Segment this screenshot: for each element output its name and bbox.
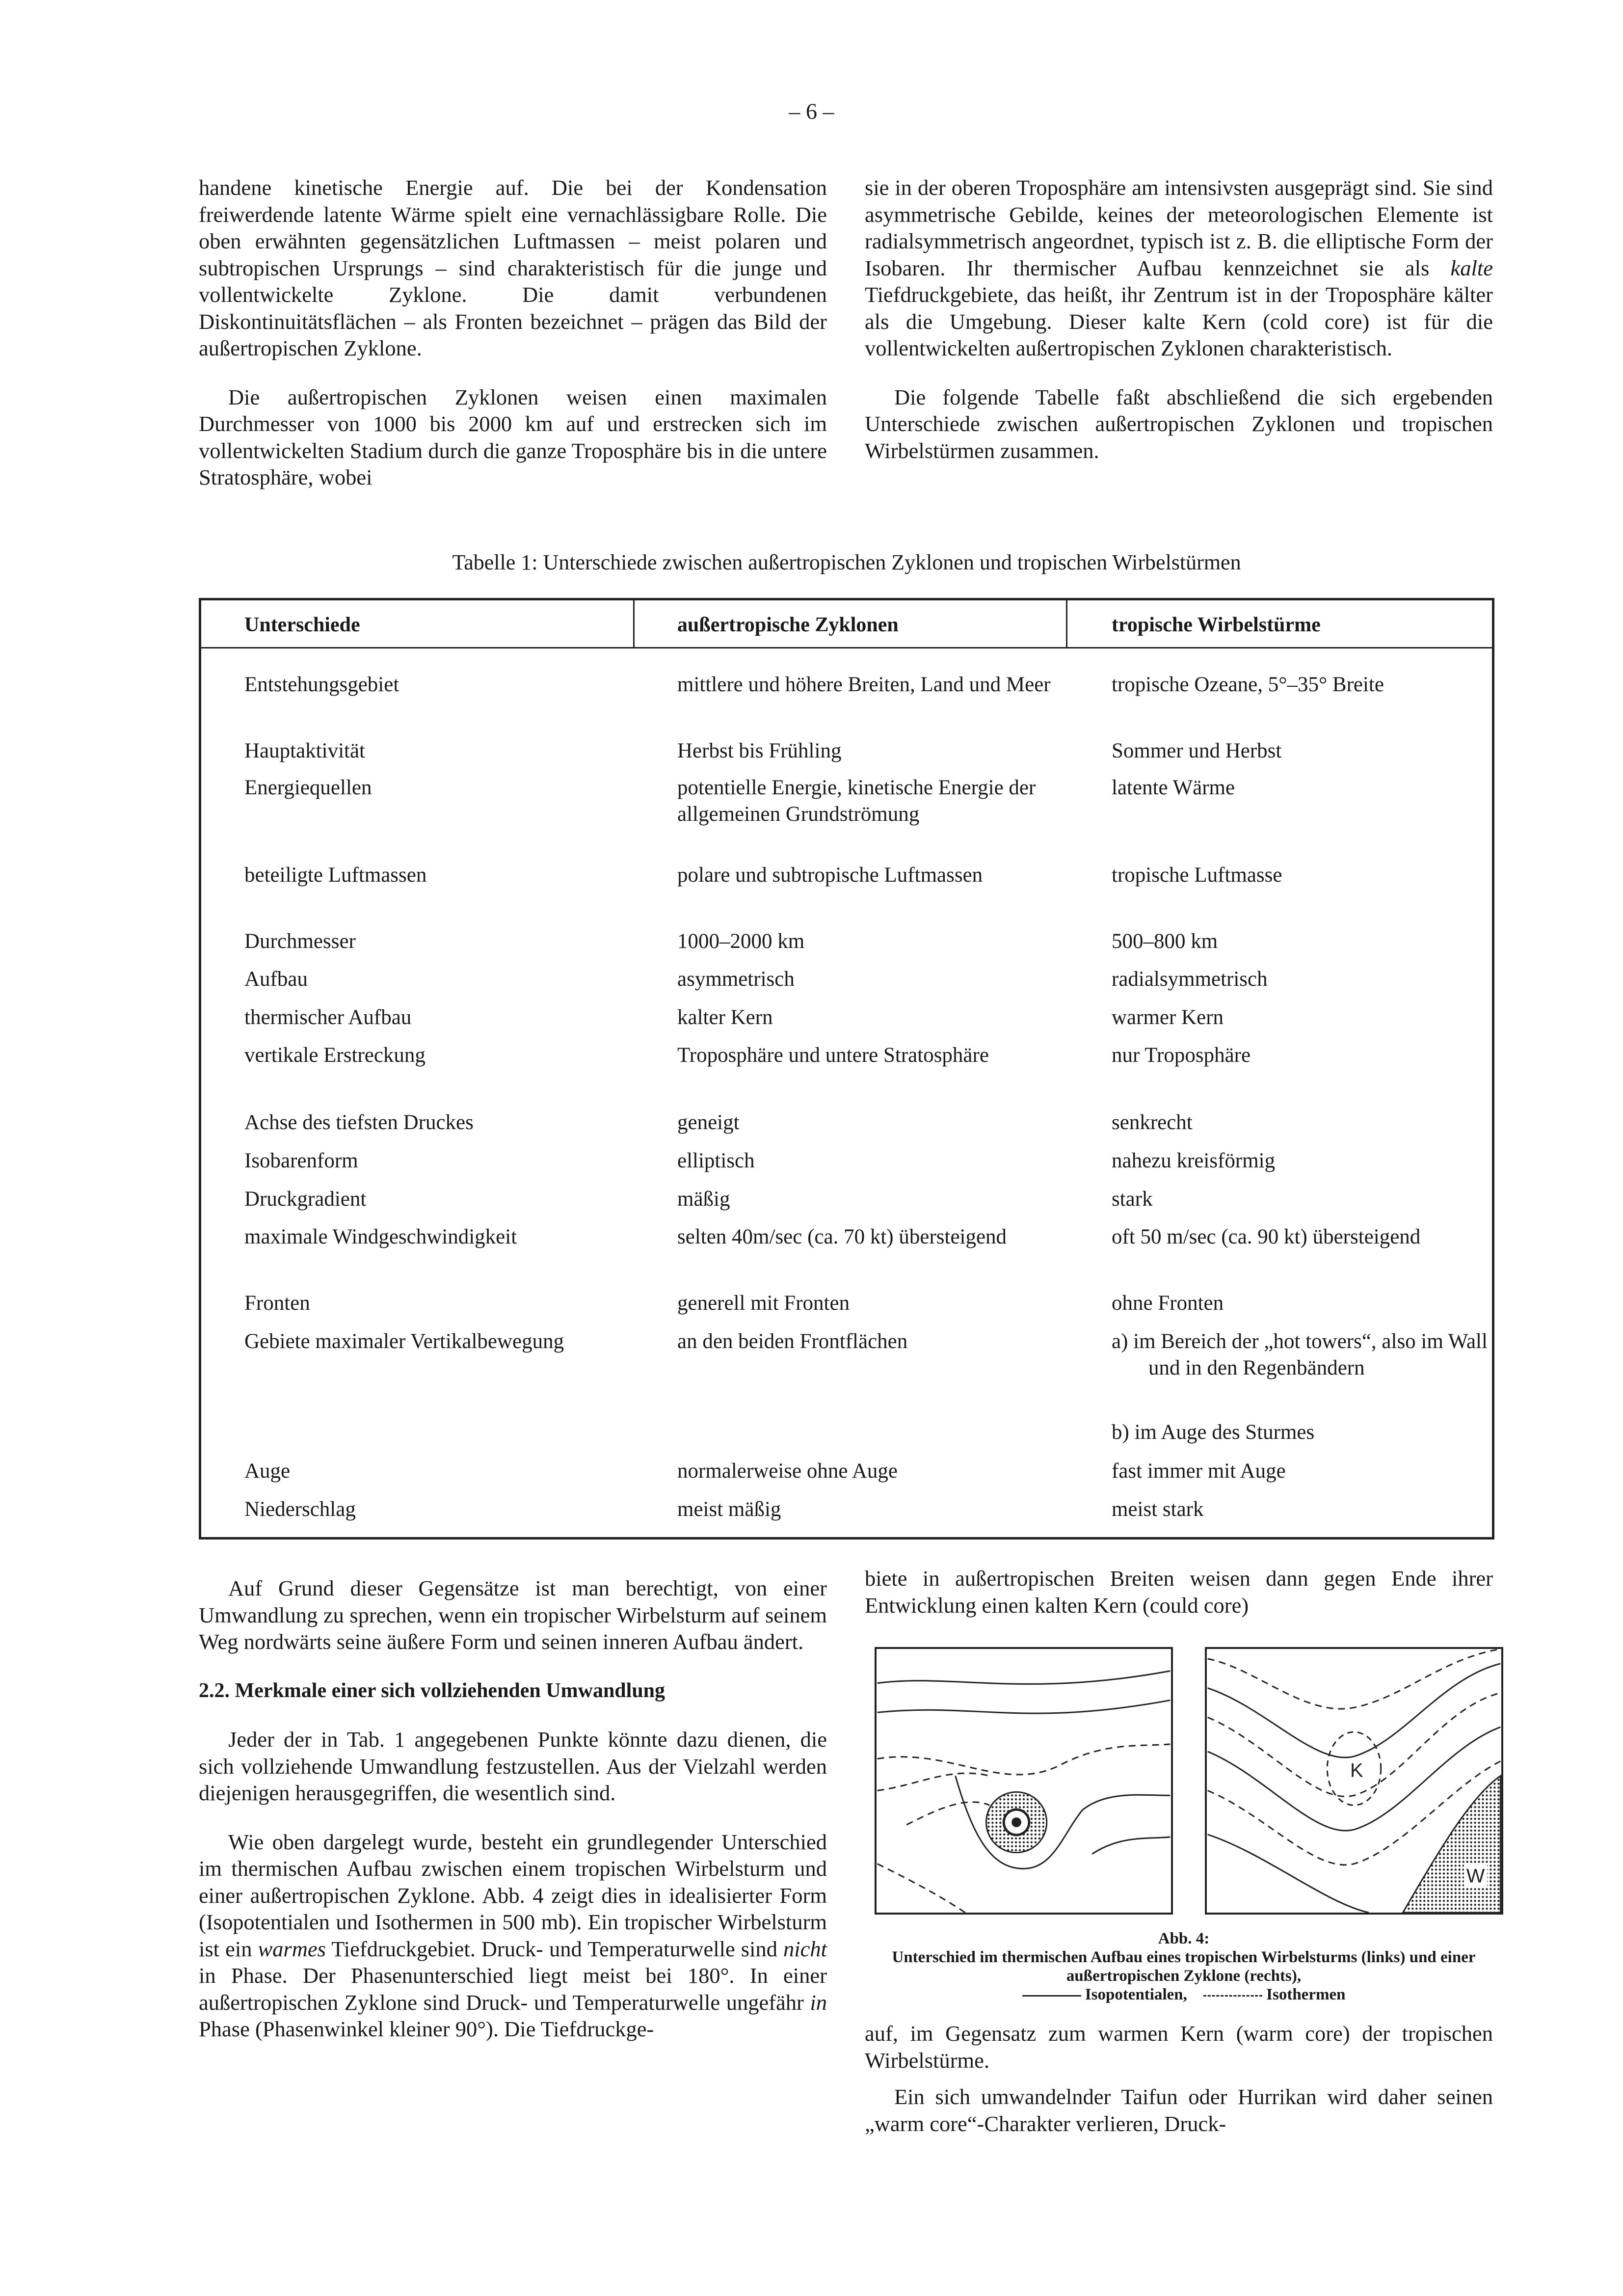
paragraph: Die folgende Tabelle faßt abschließend die sich ergebenden Unterschiede zwischen außertropischen Zyklonen und tropischen Wirbelstürmen zusammen. bbox=[865, 384, 1493, 463]
table-cell: thermischer Aufbau bbox=[244, 1006, 412, 1029]
figure-caption-text: Unterschied im thermischen Aufbau eines tropischen Wirbelsturms (links) und einer außertropischen Zyklone (rechts), bbox=[892, 1948, 1476, 1985]
table-caption: Tabelle 1: Unterschiede zwischen außertropischen Zyklonen und tropischen Wirbelstürmen bbox=[452, 550, 1241, 574]
table-cell: polare und subtropische Luftmassen bbox=[677, 864, 983, 887]
table-cell: Gebiete maximaler Vertikalbewegung bbox=[244, 1330, 564, 1353]
paragraph: Auf Grund dieser Gegensätze ist man berechtigt, von einer Umwandlung zu sprechen, wenn ein tropischer Wirbelsturm auf seinem Weg nordwärts seine äußere Form und seinen inneren Aufbau ändert. bbox=[199, 1576, 827, 1654]
section-heading: 2.2. Merkmale einer sich vollziehenden Umwandlung bbox=[199, 1679, 665, 1702]
warm-air-label: W bbox=[1466, 1865, 1485, 1887]
table-cell: b) im Auge des Sturmes bbox=[1112, 1421, 1315, 1444]
column-divider bbox=[633, 600, 635, 648]
figure-legend bbox=[865, 1985, 1503, 2004]
legend-solid-label: Isopotentialen, bbox=[1085, 1986, 1187, 2003]
table-cell: nahezu kreisförmig bbox=[1112, 1149, 1276, 1172]
table-cell: Niederschlag bbox=[244, 1498, 356, 1521]
table-cell: a) im Bereich der „hot towers“, also im Wall und in den Regenbändern bbox=[1112, 1330, 1488, 1379]
table-cell: Durchmesser bbox=[244, 930, 356, 953]
legend-solid-line bbox=[1022, 1995, 1081, 1997]
header-divider bbox=[201, 647, 1492, 648]
table-cell: Entstehungsgebiet bbox=[244, 673, 399, 696]
table-cell: potentielle Energie, kinetische Energie der allgemeinen Grundströmung bbox=[677, 776, 1036, 826]
figure-extratropical-cyclone bbox=[1205, 1647, 1503, 1915]
paragraph: biete in außertropischen Breiten weisen dann gegen Ende ihrer Entwicklung einen kalten Kern (could core) bbox=[865, 1566, 1493, 1618]
table-cell: normalerweise ohne Auge bbox=[677, 1459, 898, 1483]
table-cell: tropische Luftmasse bbox=[1112, 864, 1282, 887]
table-cell: tropische Ozeane, 5°–35° Breite bbox=[1112, 673, 1384, 696]
table-cell: elliptisch bbox=[677, 1149, 755, 1172]
isoline-diagram-right bbox=[1207, 1649, 1501, 1913]
table-cell: radialsymmetrisch bbox=[1112, 968, 1268, 991]
table-cell: geneigt bbox=[677, 1111, 740, 1134]
paragraph: sie in der oberen Troposphäre am intensivsten ausgeprägt sind. Sie sind asymmetrische Gebilde, keines der meteorologischen Elemente ist radialsymmetrisch angeordnet, typisch ist z. B. die elliptische Form der Isobaren. Ihr thermischer Aufbau kennzeichnet sie als kalte Tiefdruckgebiete, das heißt, ihr Zentrum ist in der Troposphäre kälter als die Umgebung. Dieser kalte Kern (cold core) ist für die vollentwickelten außertropischen Zyklonen charakteristisch. bbox=[865, 175, 1493, 360]
paragraph: auf, im Gegensatz zum warmen Kern (warm core) der tropischen Wirbelstürme. bbox=[865, 2021, 1493, 2073]
table-cell: Aufbau bbox=[244, 968, 308, 991]
table-cell: vertikale Erstreckung bbox=[244, 1044, 426, 1067]
column-top-right bbox=[865, 174, 1493, 486]
table-cell: meist stark bbox=[1112, 1498, 1204, 1521]
isoline-diagram-left bbox=[877, 1649, 1171, 1913]
column-divider bbox=[1066, 600, 1067, 648]
warm-air-shading bbox=[1403, 1776, 1500, 1913]
table-cell: Sommer und Herbst bbox=[1112, 739, 1282, 762]
table-cell: 1000–2000 km bbox=[677, 930, 805, 953]
table-cell: Auge bbox=[244, 1459, 291, 1483]
column-top-left bbox=[199, 174, 827, 513]
table-cell: 500–800 km bbox=[1112, 930, 1218, 953]
page-number: – 6 – bbox=[789, 99, 834, 124]
table-cell: Herbst bis Frühling bbox=[677, 739, 842, 762]
paragraph: Die außertropischen Zyklonen weisen einen maximalen Durchmesser von 1000 bis 2000 km auf und erstrecken sich im vollentwickelten Stadium durch die ganze Troposphäre bis in die untere Stratosphäre, wobei bbox=[199, 384, 827, 489]
table-cell: oft 50 m/sec (ca. 90 kt) übersteigend bbox=[1112, 1225, 1421, 1248]
table-cell: Energiequellen bbox=[244, 776, 372, 799]
comparison-table bbox=[199, 598, 1494, 1540]
table-cell: Achse des tiefsten Druckes bbox=[244, 1111, 474, 1134]
table-cell: Fronten bbox=[244, 1292, 310, 1315]
figure-tropical-cyclone bbox=[875, 1647, 1173, 1915]
table-cell: meist mäßig bbox=[677, 1498, 781, 1521]
paragraph: Ein sich umwandelnder Taifun oder Hurrikan wird daher seinen „warm core“-Charakter verlieren, Druck- bbox=[865, 2084, 1493, 2136]
paragraph: Jeder der in Tab. 1 angegebenen Punkte könnte dazu dienen, die sich vollziehende Umwandlung festzustellen. Aus der Vielzahl werden diejenigen herausgegriffen, die wesentlich sind. bbox=[199, 1727, 827, 1805]
paragraph: Wie oben dargelegt wurde, besteht ein grundlegender Unterschied im thermischen Aufbau zwischen einem tropischen Wirbelsturm und einer außertropischen Zyklone. Abb. 4 zeigt dies in idealisierter Form (Isopotentialen und Isothermen in 500 mb). Ein tropischer Wirbelsturm ist ein warmes Tiefdruckgebiet. Druck- und Temperaturwelle sind nicht in Phase. Der Phasenunterschied liegt meist bei 180°. In einer außertropischen Zyklone sind Druck- und Temperaturwelle ungefähr in Phase (Phasenwinkel kleiner 90°). Die Tiefdruckge- bbox=[199, 1829, 827, 2041]
table-cell: Hauptaktivität bbox=[244, 739, 365, 762]
paragraph: handene kinetische Energie auf. Die bei der Kondensation freiwerdende latente Wärme spielt eine vernachlässigbare Rolle. Die oben erwähnten gegensätzlichen Luftmassen – meist polaren und subtropischen Ursprungs – sind charakteristisch für die junge und vollentwickelte Zyklone. Die damit verbundenen Diskontinuitätsflächen – als Fronten bezeichnet – prägen das Bild der außertropischen Zyklone. bbox=[199, 175, 827, 360]
table-cell: mäßig bbox=[677, 1188, 730, 1211]
figure-title: Abb. 4: bbox=[1158, 1930, 1210, 1947]
table-cell: an den beiden Frontflächen bbox=[677, 1330, 908, 1353]
table-cell: asymmetrisch bbox=[677, 968, 795, 991]
table-cell: nur Troposphäre bbox=[1112, 1044, 1251, 1067]
table-cell: Troposphäre und untere Stratosphäre bbox=[677, 1044, 989, 1067]
legend-dashed-label: Isothermen bbox=[1266, 1986, 1346, 2003]
table-cell: selten 40m/sec (ca. 70 kt) übersteigend bbox=[677, 1225, 1007, 1248]
table-cell: mittlere und höhere Breiten, Land und Meer bbox=[677, 673, 1051, 696]
table-cell: kalter Kern bbox=[677, 1006, 773, 1029]
table-header: Unterschiede bbox=[244, 614, 360, 636]
column-bottom-right bbox=[865, 1565, 1493, 1619]
figure-caption bbox=[865, 1929, 1503, 2004]
legend-dashed-line bbox=[1203, 1995, 1262, 1997]
column-bottom-right-continued bbox=[865, 2020, 1493, 2159]
table-cell: ohne Fronten bbox=[1112, 1292, 1224, 1315]
cold-core-label: K bbox=[1350, 1759, 1363, 1782]
table-cell: Druckgradient bbox=[244, 1188, 367, 1211]
table-header: außertropische Zyklonen bbox=[677, 614, 899, 636]
table-cell: beteiligte Luftmassen bbox=[244, 864, 427, 887]
table-cell: Isobarenform bbox=[244, 1149, 358, 1172]
column-bottom-left bbox=[199, 1575, 827, 2065]
table-cell: fast immer mit Auge bbox=[1112, 1459, 1286, 1483]
table-cell: warmer Kern bbox=[1112, 1006, 1224, 1029]
table-cell: senkrecht bbox=[1112, 1111, 1193, 1134]
table-cell: latente Wärme bbox=[1112, 776, 1235, 799]
table-cell: stark bbox=[1112, 1188, 1153, 1211]
table-header: tropische Wirbelstürme bbox=[1112, 614, 1321, 636]
table-cell: generell mit Fronten bbox=[677, 1292, 850, 1315]
table-cell: maximale Windgeschwindigkeit bbox=[244, 1225, 517, 1248]
